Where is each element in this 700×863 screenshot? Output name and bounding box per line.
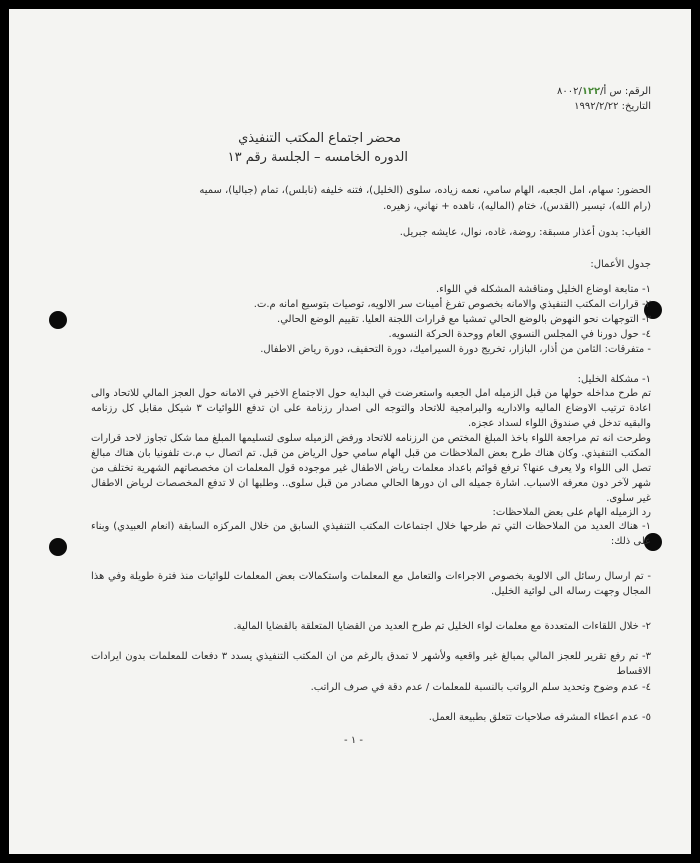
- reply-point: ٣- تم رفع تقرير للعجز المالي بمبالغ غير واقعيه ولأشهر لا تمدق بالرغم من ان المكتب التنفيذي يسدد ٣ دفعات للمعلمات بدون ايرادات الاقساط: [91, 651, 651, 677]
- document-date: التاريخ: ١٩٩٢/٢/٢٢: [574, 101, 651, 112]
- agenda-item: ١- متابعة اوضاع الخليل ومناقشة المشكله في اللواء.: [435, 284, 651, 295]
- paper-sheet: [9, 9, 691, 854]
- reply-point: ٢- خلال اللقاءات المتعددة مع معلمات لواء الخليل تم طرح العديد من القضايا المتعلقة بالقضايا المالية.: [233, 621, 651, 632]
- reply-point: ٤- عدم وضوح وتحديد سلم الرواتب بالنسبة للمعلمات / عدم دقة في صرف الراتب.: [310, 682, 651, 693]
- reply-point: ٥- عدم اعطاء المشرفه صلاحيات تتعلق بطبيعة العمل.: [428, 712, 651, 723]
- attendance-present: الحضور: سهام، امل الجعبه، الهام سامي، نعمه زياده، سلوى (الخليل)، فتنه خليفه (نابلس)، تمام (جباليا)، سميه: [199, 185, 651, 196]
- attendance-present-cont: (رام الله)، تيسير (القدس)، ختام (الماليه)، ناهده + نهاني، زهيره.: [383, 201, 651, 212]
- session-title: الدوره الخامسه – الجلسة رقم ١٣: [227, 150, 408, 165]
- document-body: [9, 9, 691, 854]
- agenda-item: ٣- التوجهات نحو النهوض بالوضع الحالي تمشيا مع قرارات اللجنة العليا. تقييم الوضع الحالي.: [277, 314, 651, 325]
- reply-point: ١- هناك العديد من الملاحظات التي تم طرحها خلال اجتماعات المكتب التنفيذي السابق من خلال المركزه السابقة (انعام العبيدي) وبناء على ذلك:: [91, 521, 651, 547]
- reply-subpoint: - تم ارسال رسائل الى الالوية بخصوص الاجراءات والتعامل مع المعلمات واستكمالات بعض المعلمات للوائيات منذ فترة طويلة وفي هذا المجال وجهت رساله الى لوائية الخليل.: [91, 571, 651, 597]
- reference-label: الرقم: س أ/٨٠٠٢/: [556, 86, 651, 97]
- agenda-item: - متفرقات: الثامن من أذار، البازار، تخريج دورة السيراميك، دورة التحفيف، دورة رياض الاطفال.: [260, 344, 651, 355]
- agenda-heading: جدول الأعمال:: [590, 259, 651, 270]
- reference-handwritten: ١٢٢: [581, 86, 601, 97]
- section-heading: ١- مشكلة الخليل:: [577, 374, 651, 385]
- paragraph: وطرحت انه تم مراجعة اللواء باخذ المبلغ المختص من الرزنامه للاتحاد ورفض الزميله سلوى لتسليمها المبلغ مما شكل تجاوز لاحد قرارات المكتب التنفيذي. وكان هناك طرح بعض الملاحظات من قبل الهام سامي حول الرياض من قبل. تم اتصال ب م.ت تلفونيا بان هناك مبالغ تصل الى اللواء ولا يعرف عنها؟ ترفع قوائم باعداد معلمات رياض الاطفال غير موجوده قول المعلمات ان مخصصاتهم الشهرية تختلف من شهر لآخر دون معرفه الاسباب. اشارة جميله الى ان دورها الحالي مصادر من قبل سلوى.. وطلبها ان لا تدفع المخصصات لرياض الاطفال غير سلوى.: [91, 433, 651, 504]
- page-title: محضر اجتماع المكتب التنفيذي: [238, 131, 401, 146]
- attendance-absent: الغياب: بدون أعذار مسبقة: روضة، غاده، نوال، عايشه جبريل.: [399, 227, 651, 238]
- agenda-item: ٤- حول دورنا في المجلس النسوي العام ووحدة الحركة النسويه.: [388, 329, 651, 340]
- paragraph: تم طرح مداخله حولها من قبل الزميله امل الجعبه واستعرضت في البدايه حول الاجتماع الاخير في الامانه حول العجز المالي للاتحاد والى اعادة ترتيب الاوضاع الماليه والاداريه والبرامجية للاتحاد والتوجه الى اصدار رزنامة على ان تدفع اللوائيات ٣ شيكل مقابل كل رزنامه والبقيه تدخل في صندوق اللواء لسداد عجزه.: [91, 388, 651, 429]
- page-number: - ١ -: [344, 735, 363, 746]
- agenda-item: ٢- قرارات المكتب التنفيذي والامانه بخصوص تفرغ أمينات سر الالويه، توصيات بتوسيع امانه م.ت.: [253, 299, 651, 310]
- reply-heading: رد الزميله الهام على بعض الملاحظات:: [492, 507, 651, 518]
- reference-number: [557, 85, 651, 98]
